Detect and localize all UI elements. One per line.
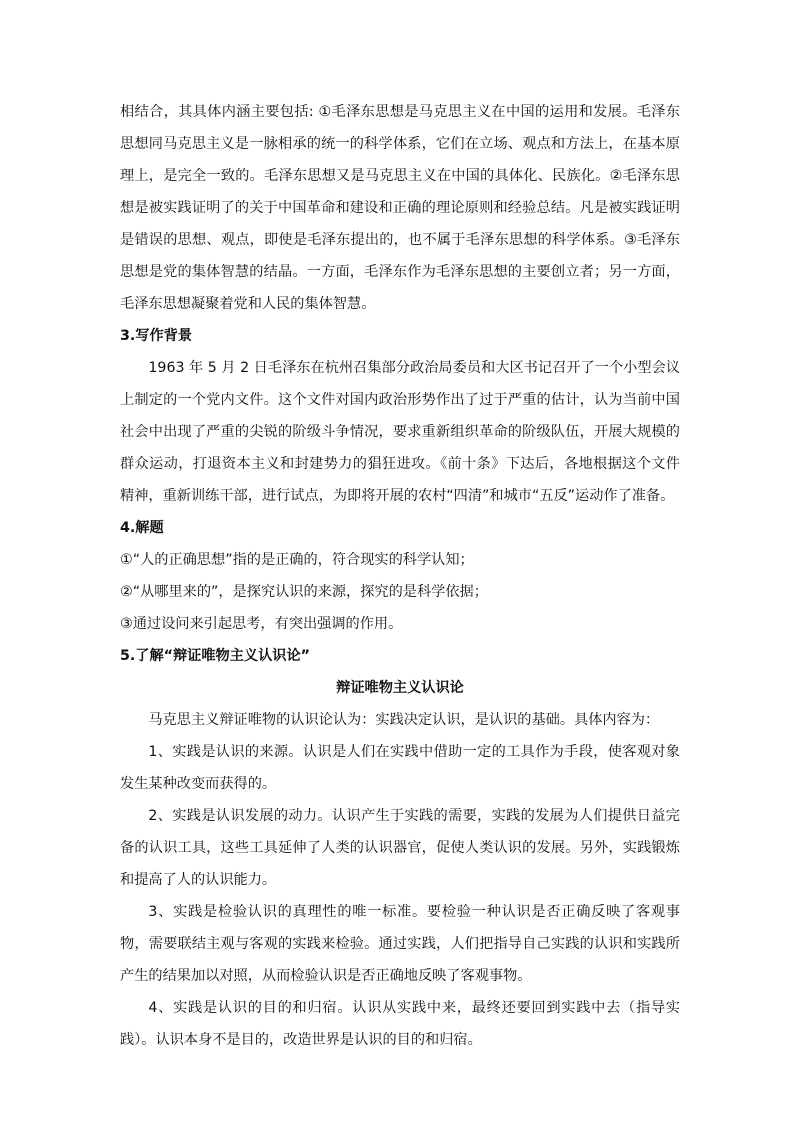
document-body — [120, 96, 680, 1056]
explanation-item-1: ①“人的正确思想”指的是正确的，符合现实的科学认知； — [120, 552, 474, 568]
point-practice-driving-force: 2、实践是认识发展的动力。认识产生于实践的需要，实践的发展为人们提供日益完备的认识工具，这些工具延伸了人类的认识器官，促使人类认识的发展。另外，实践锻炼和提高了人的认识能力。 — [120, 808, 680, 888]
section-heading-title-explanation: 4.解题 — [120, 520, 164, 536]
explanation-item-2: ②“从哪里来的”，是探究认识的来源，探究的是科学依据； — [120, 584, 488, 600]
subsection-title: 辩证唯物主义认识论 — [336, 680, 464, 696]
paragraph-intro: 马克思主义辩证唯物的认识论认为：实践决定认识，是认识的基础。具体内容为： — [148, 712, 660, 728]
section-heading-dialectical-materialism: 5.了解“辩证唯物主义认识论” — [120, 648, 310, 664]
section-heading-background: 3.写作背景 — [120, 328, 193, 344]
point-practice-source: 1、实践是认识的来源。认识是人们在实践中借助一定的工具作为手段，使客观对象发生某种改变而获得的。 — [120, 744, 680, 792]
point-practice-criterion: 3、实践是检验认识的真理性的唯一标准。要检验一种认识是否正确反映了客观事物，需要联结主观与客观的实践来检验。通过实践，人们把指导自己实践的认识和实践所产生的结果加以对照，从而检验认识是否正确地反映了客观事物。 — [120, 904, 680, 984]
paragraph-background: 1963 年 5 月 2 日毛泽东在杭州召集部分政治局委员和大区书记召开了一个小型会议上制定的一个党内文件。这个文件对国内政治形势作出了过于严重的估计，认为当前中国社会中出现了严重的尖锐的阶级斗争情况，要求重新组织革命的阶级队伍，开展大规模的群众运动，打退资本主义和封建势力的猖狂进攻。《前十条》下达后，各地根据这个文件精神，重新训练干部，进行试点，为即将开展的农村“四清”和城市“五反”运动作了准备。 — [120, 360, 680, 504]
point-practice-purpose: 4、实践是认识的目的和归宿。认识从实践中来，最终还要回到实践中去（指导实践）。认识本身不是目的，改造世界是认识的目的和归宿。 — [120, 1000, 680, 1048]
explanation-item-3: ③通过设问来引起思考，有突出强调的作用。 — [120, 616, 403, 632]
paragraph-mao-thought: 相结合，其具体内涵主要包括: ①毛泽东思想是马克思主义在中国的运用和发展。毛泽东思想同马克思主义是一脉相承的统一的科学体系，它们在立场、观点和方法上，在基本原理上，是完全一致的。毛泽东思想又是马克思主义在中国的具体化、民族化。②毛泽东思想是被实践证明了的关于中国革命和建设和正确的理论原则和经验总结。凡是被实践证明是错误的思想、观点，即使是毛泽东提出的，也不属于毛泽东思想的科学体系。③毛泽东思想是党的集体智慧的结晶。一方面，毛泽东作为毛泽东思想的主要创立者；另一方面，毛泽东思想凝聚着党和人民的集体智慧。 — [120, 104, 680, 312]
